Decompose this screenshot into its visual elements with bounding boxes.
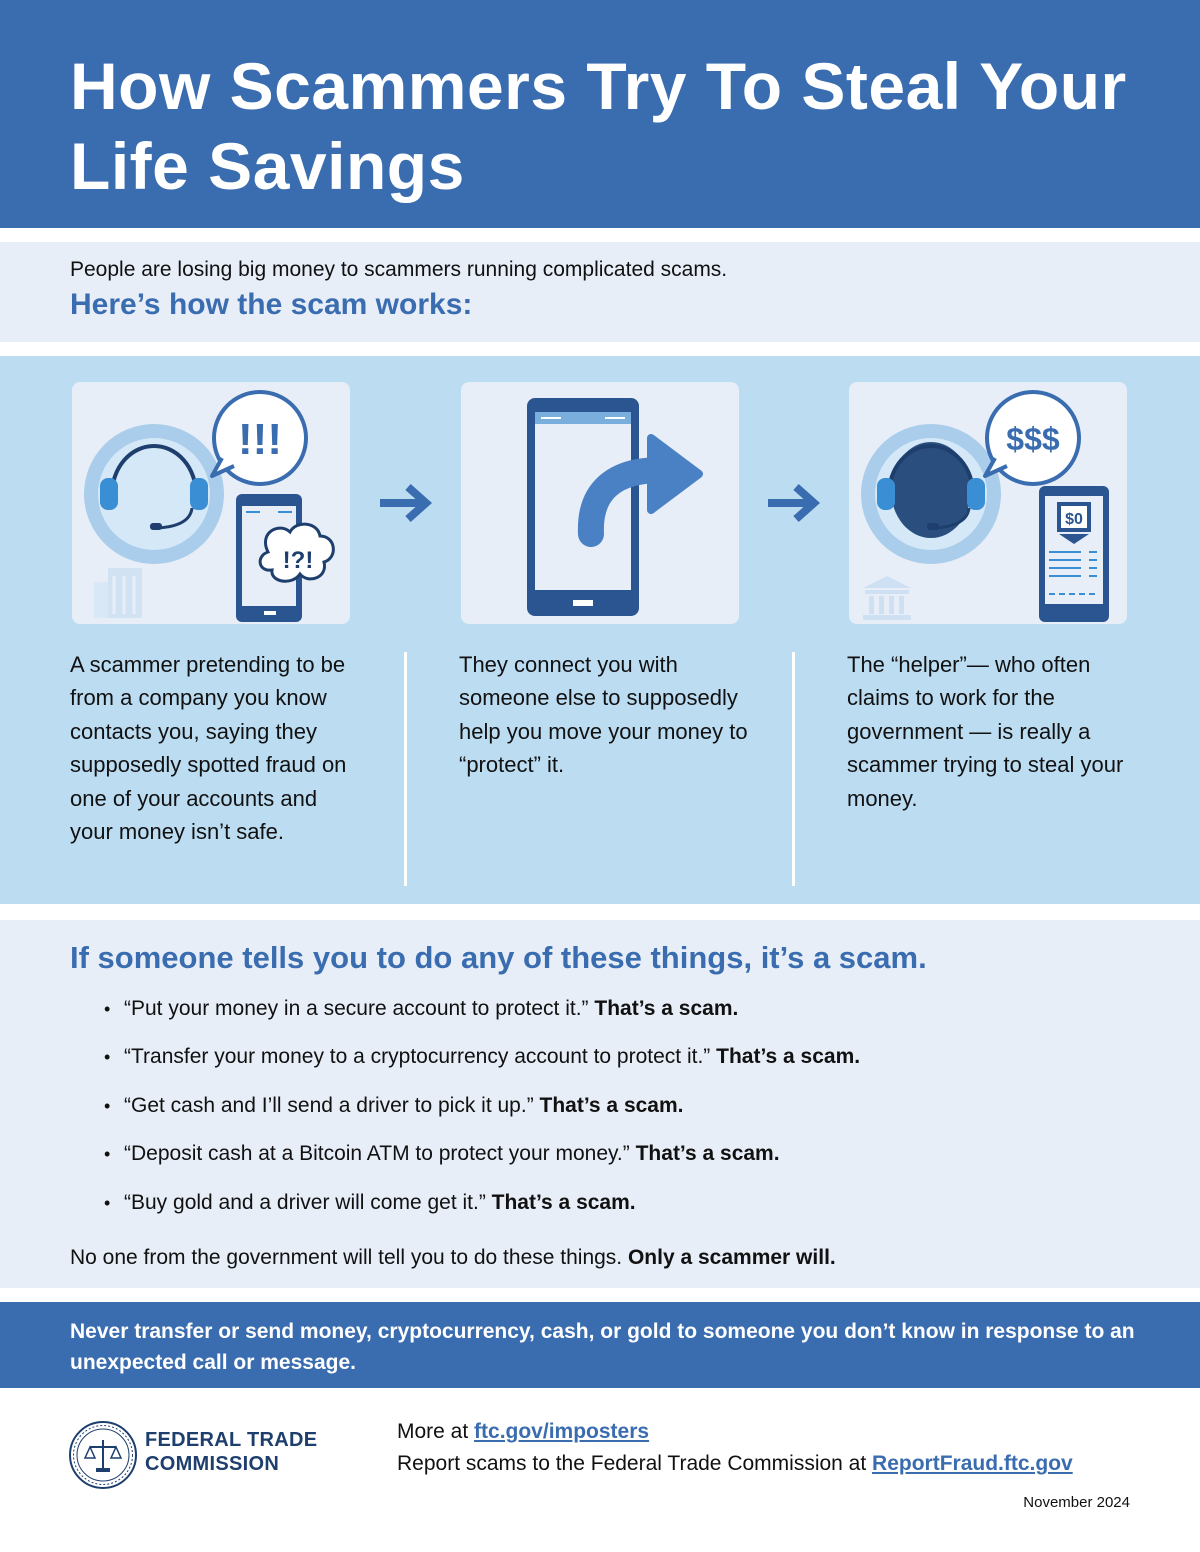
arrow-right-icon (378, 481, 434, 525)
transfer-phone-illustration (461, 382, 739, 624)
publication-date: November 2024 (1023, 1494, 1130, 1511)
step-3-text: The “helper”— who often claims to work for the government — is really a scammer trying to steal your money. (847, 652, 1124, 811)
step-divider (404, 652, 407, 886)
page-title: How Scammers Try To Steal Your Life Savings (70, 49, 1127, 203)
imposters-link[interactable]: ftc.gov/imposters (474, 1420, 650, 1443)
report-line (397, 1452, 1073, 1476)
step-1-text: A scammer pretending to be from a company you know contacts you, saying they supposedly spotted fraud on one of your accounts and your money isn’t safe. (70, 652, 347, 845)
zero-balance-text: $0 (1065, 511, 1083, 528)
arrow-right-icon (766, 481, 822, 525)
report-prefix: Report scams to the Federal Trade Commission at (397, 1452, 873, 1475)
scam-verdict: That’s a scam. (635, 1142, 780, 1166)
step-2-illustration (461, 382, 739, 624)
more-prefix: More at (397, 1420, 475, 1443)
smartphone-icon (1039, 486, 1109, 622)
scam-steps-section (0, 356, 1200, 904)
step-1-illustration (72, 382, 350, 624)
footer (0, 1388, 1200, 1552)
scammer-call-illustration (72, 382, 350, 624)
scam-quote: “Buy gold and a driver will come get it.” (124, 1190, 492, 1214)
closing-statement (70, 1246, 836, 1270)
scam-quote: “Put your money in a secure account to protect it.” (124, 997, 595, 1020)
step-3-illustration (849, 382, 1127, 624)
bank-icon (863, 576, 911, 620)
warning-heading: If someone tells you to do any of these things, it’s a scam. (70, 940, 927, 975)
headset-person-icon (84, 424, 224, 564)
list-item (104, 1190, 860, 1238)
dollar-signs-text: $$$ (1006, 421, 1060, 457)
closing-text: No one from the government will tell you to do these things. (70, 1246, 628, 1269)
list-item (104, 1044, 860, 1092)
intro-section (0, 242, 1200, 342)
confusion-text: !?! (282, 547, 314, 574)
scam-verdict: That’s a scam. (716, 1045, 861, 1069)
ftc-wordmark (145, 1428, 317, 1476)
ftc-seal-icon (68, 1420, 138, 1490)
scam-quote: “Get cash and I’ll send a driver to pick it up.” (124, 1093, 540, 1117)
fake-helper-illustration (849, 382, 1127, 624)
list-item (104, 1093, 860, 1141)
intro-lead: People are losing big money to scammers running complicated scams. (70, 258, 728, 281)
intro-subheading: Here’s how the scam works: (70, 288, 473, 321)
scam-quote: “Deposit cash at a Bitcoin ATM to protect your money.” (124, 1142, 636, 1166)
more-info-line (397, 1420, 649, 1444)
title-banner (0, 0, 1200, 228)
advice-banner (0, 1302, 1200, 1388)
headset-person-icon (861, 424, 1001, 564)
scam-quote: “Transfer your money to a cryptocurrency account to protect it.” (124, 1045, 717, 1069)
speech-bubble-icon (212, 392, 306, 484)
list-item (104, 996, 860, 1044)
speech-bubble-icon (985, 392, 1079, 484)
scam-verdict: That’s a scam. (491, 1190, 636, 1214)
org-name-line1: FEDERAL TRADE (145, 1429, 318, 1451)
scam-verdict: That’s a scam. (539, 1093, 684, 1117)
scam-warning-section (0, 920, 1200, 1288)
list-item (104, 1141, 860, 1189)
org-name-line2: COMMISSION (145, 1453, 280, 1475)
building-icon (94, 568, 142, 618)
report-fraud-link[interactable]: ReportFraud.ftc.gov (872, 1452, 1073, 1475)
closing-bold-text: Only a scammer will. (627, 1246, 836, 1269)
scam-verdict: That’s a scam. (594, 997, 739, 1020)
exclamation-text: !!! (238, 415, 282, 464)
advice-text: Never transfer or send money, cryptocurrency, cash, or gold to someone you don’t know in response to an unexpected call or message. (70, 1320, 1135, 1374)
scam-phrases-list (104, 996, 860, 1238)
step-divider (792, 652, 795, 886)
thought-bubble-icon (260, 524, 333, 581)
step-2-text: They connect you with someone else to supposedly help you move your money to “protect” it. (459, 652, 748, 778)
